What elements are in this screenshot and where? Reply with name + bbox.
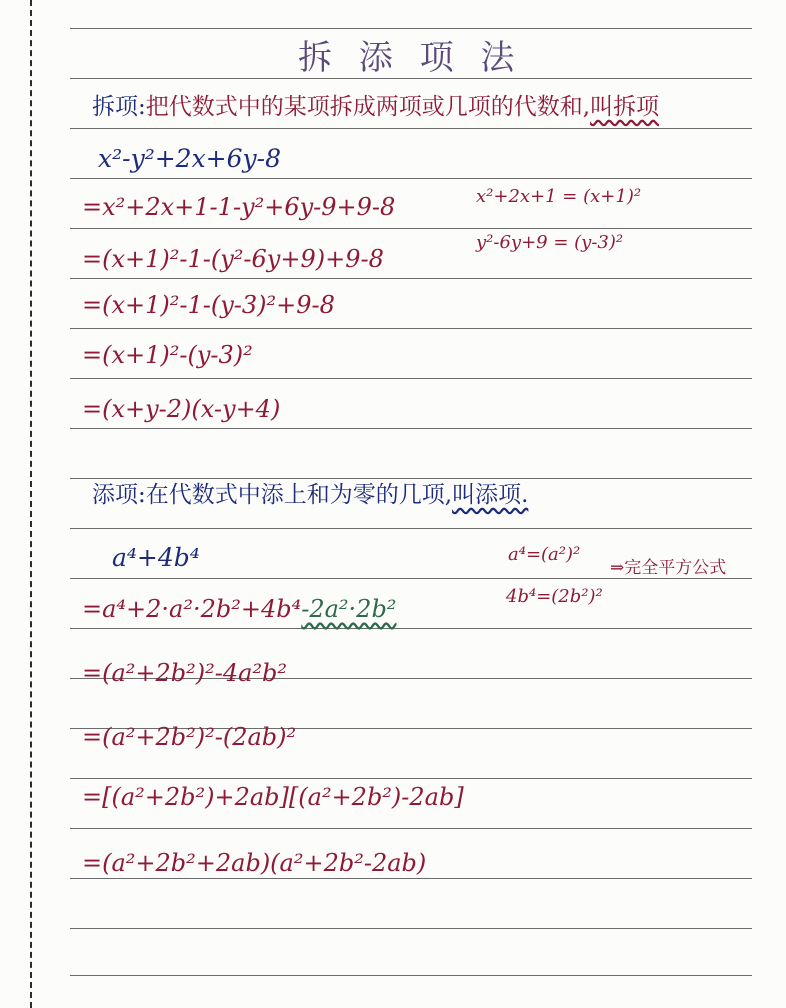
ruled-line [70,975,752,976]
section2-heading-sep: : [138,482,146,508]
section2-heading-label: 添项 [92,482,138,508]
section1-step: =x²+2x+1-1-y²+6y-9+9-8 [82,193,396,221]
section1-step: =(x+1)²-1-(y²-6y+9)+9-8 [82,245,384,273]
section2-heading [92,480,528,510]
arrow-icon: ⇒ [610,558,625,578]
ruled-line [70,28,752,29]
section1-heading-sep: : [138,94,146,120]
ruled-line [70,228,752,229]
section2-step [82,594,396,624]
section2-side-note: a⁴=(a²)² [508,544,581,565]
section1-heading [92,92,659,122]
ruled-line [70,828,752,829]
ruled-line [70,778,752,779]
section2-step: =(a²+2b²+2ab)(a²+2b²-2ab) [82,849,427,877]
notebook-margin-line [30,0,32,1008]
page-title: 拆 添 项 法 [298,38,523,78]
section1-side-note: x²+2x+1 = (x+1)² [476,186,642,207]
ruled-line [70,428,752,429]
section2-heading-tail: 叫添项. [452,482,529,508]
section1-step: =(x+y-2)(x-y+4) [82,395,281,423]
section2-expression: a⁴+4b⁴ [112,543,200,572]
ruled-line [70,928,752,929]
ruled-line [70,528,752,529]
section2-step: =(a²+2b²)²-4a²b² [82,659,288,687]
section1-step: =(x+1)²-(y-3)² [82,341,253,369]
section1-heading-label: 拆项 [92,94,138,120]
section1-heading-tail: 叫拆项 [590,94,660,120]
ruled-line [70,128,752,129]
ruled-line [70,178,752,179]
section1-expression: x²-y²+2x+6y-8 [98,144,281,173]
ruled-line [70,328,752,329]
section2-step: =(a²+2b²)²-(2ab)² [82,723,297,751]
ruled-line [70,378,752,379]
ruled-line [70,278,752,279]
section1-side-note: y²-6y+9 = (y-3)² [476,232,624,253]
section2-definition: 在代数式中添上和为零的几项, [145,482,453,508]
section1-step: =(x+1)²-1-(y-3)²+9-8 [82,291,335,319]
section1-definition: 把代数式中的某项拆成两项或几项的代数和, [145,94,591,120]
section2-step1-added-term: -2a²·2b² [301,595,397,623]
ruled-line [70,78,752,79]
section2-step1-main: =a⁴+2·a²·2b²+4b⁴ [82,595,302,623]
perfect-square-label: 完全平方公式 [624,558,727,578]
perfect-square-note [610,553,726,583]
section2-side-note: 4b⁴=(2b²)² [506,586,603,607]
ruled-line [70,628,752,629]
section2-step: =[(a²+2b²)+2ab][(a²+2b²)-2ab] [82,783,464,811]
ruled-line [70,478,752,479]
ruled-line [70,878,752,879]
